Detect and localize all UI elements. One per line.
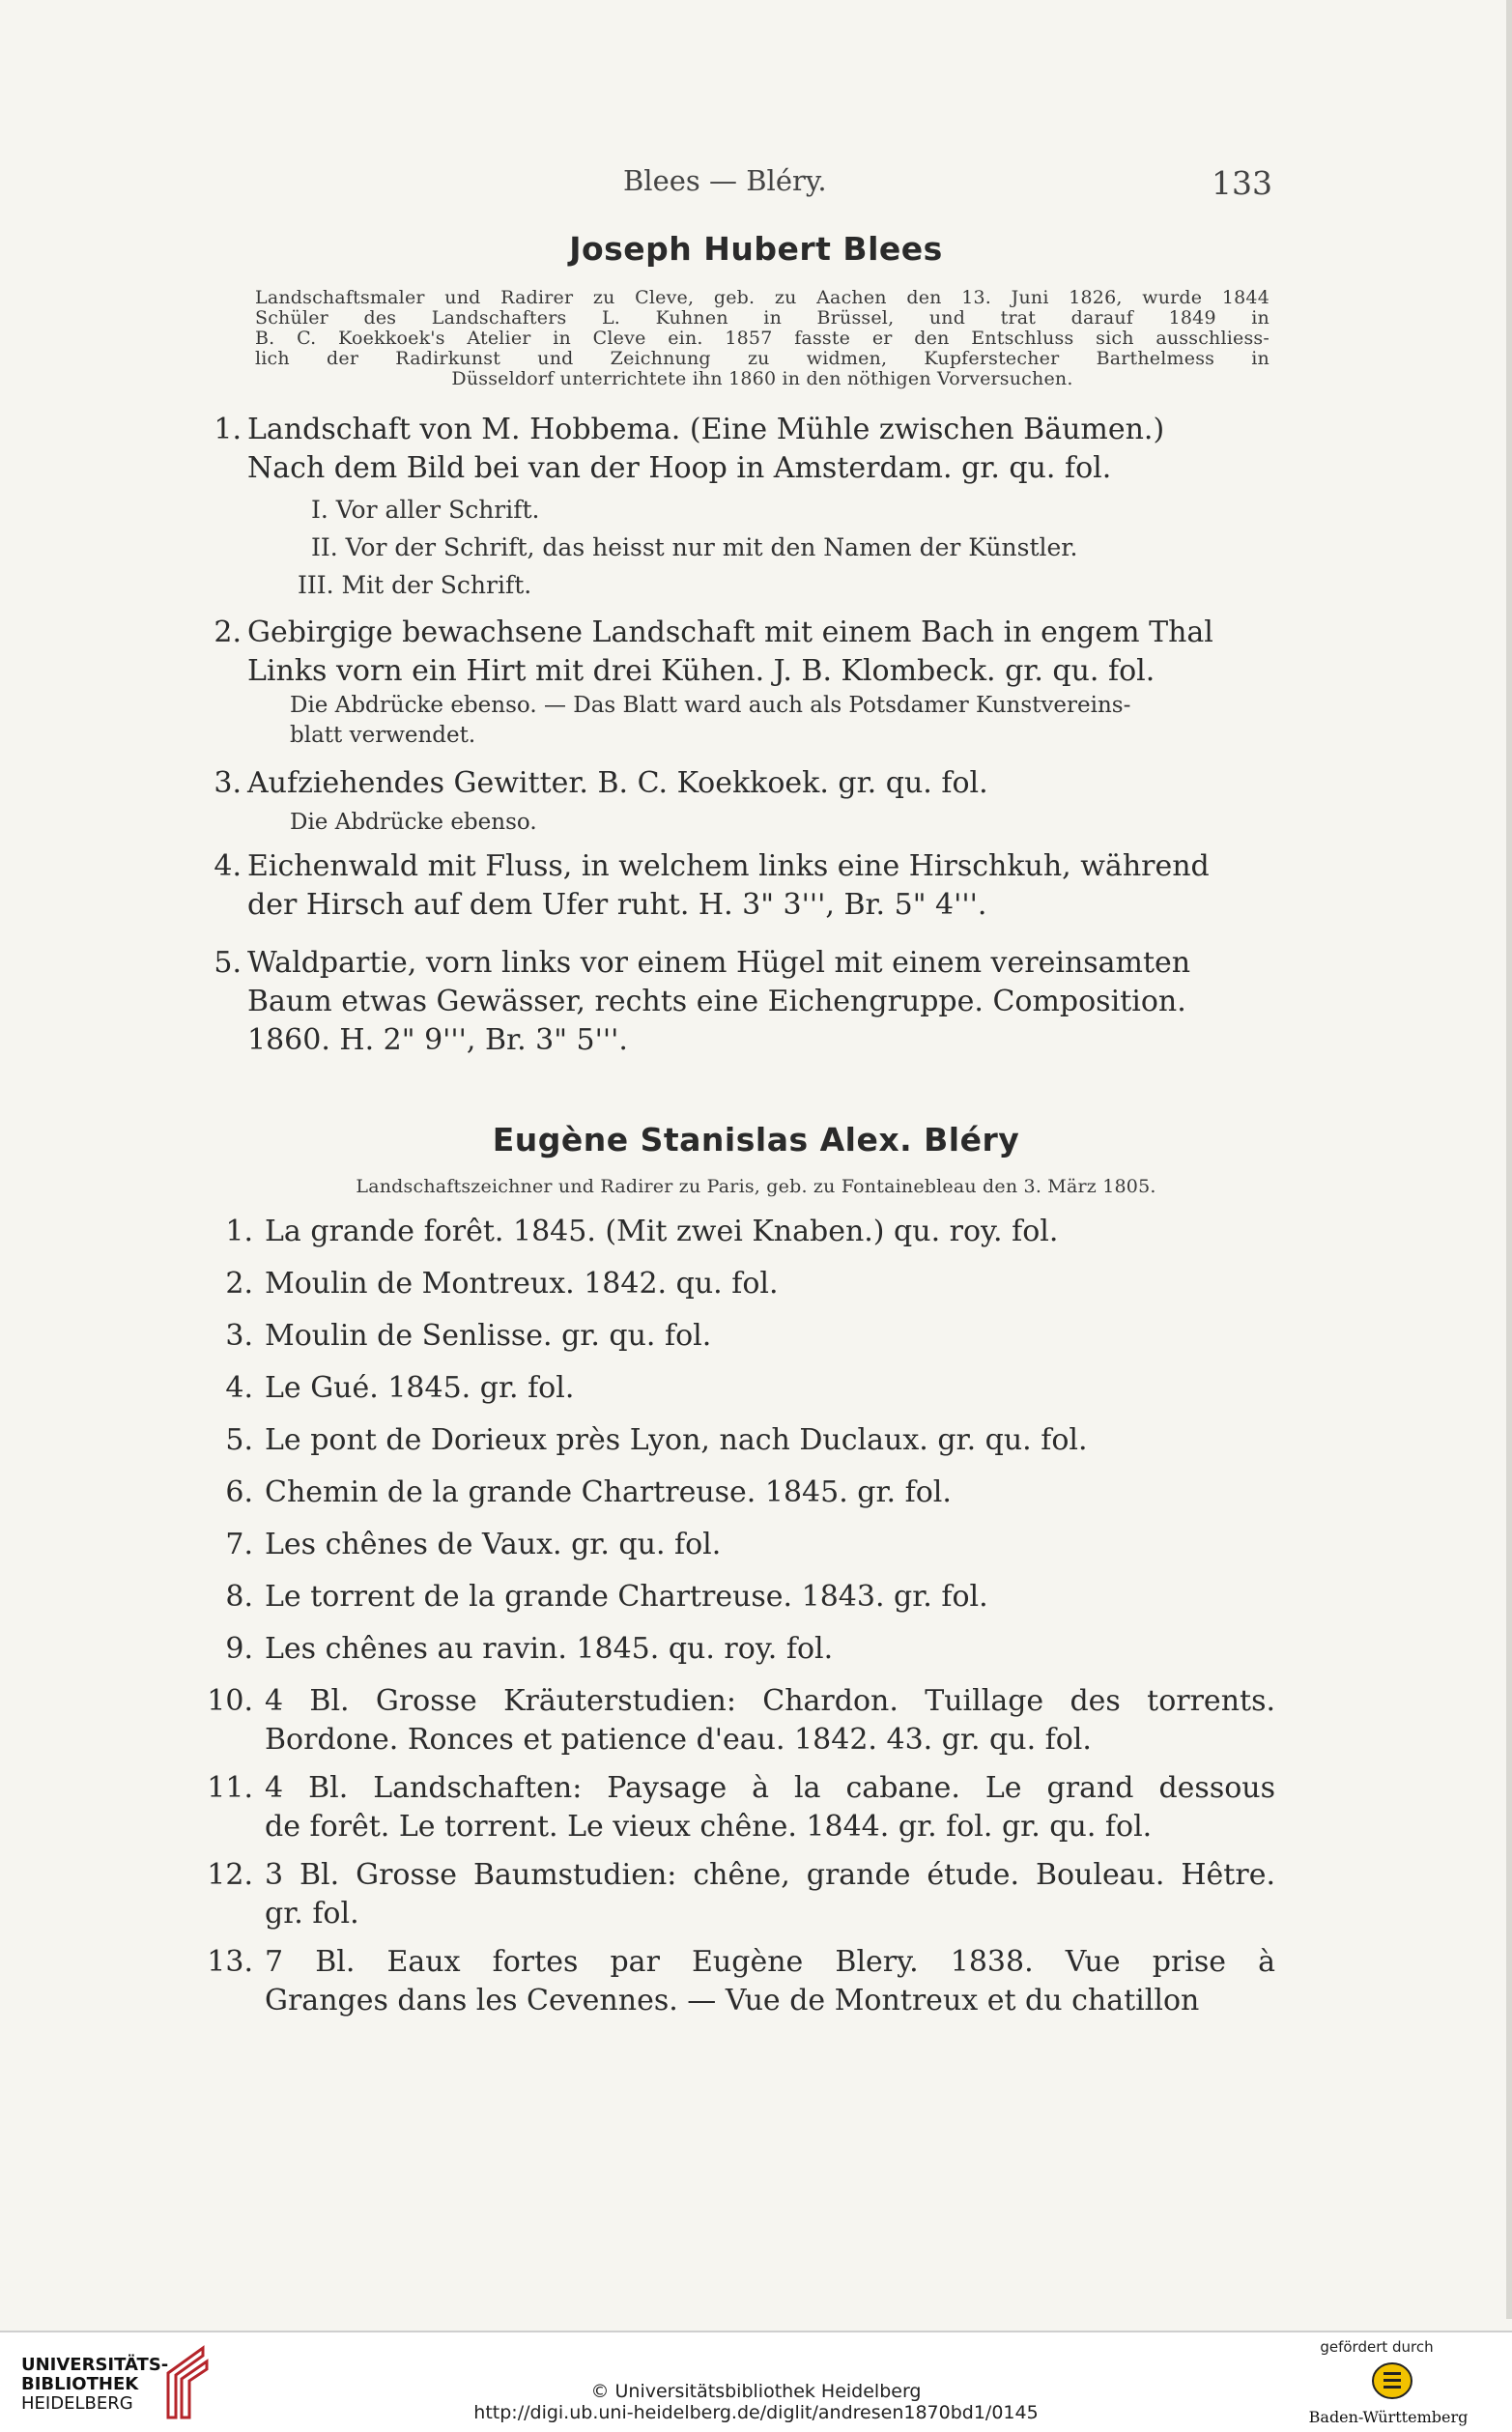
entry-line: Les chênes de Vaux. gr. qu. fol. (265, 1528, 722, 1561)
note-line: blatt verwendet. (290, 723, 476, 748)
entry-text (265, 1943, 1275, 2020)
entry-line: Le pont de Dorieux près Lyon, nach Duclaux. gr. qu. fol. (265, 1423, 1088, 1457)
entry-line: de forêt. Le torrent. Le vieux chêne. 1844. gr. fol. gr. qu. fol. (265, 1810, 1153, 1844)
entry-number: 3. (225, 1319, 253, 1353)
entry-number: 8. (225, 1580, 253, 1614)
entry-text (265, 1213, 1275, 1251)
page-edge (1506, 0, 1512, 2319)
entry-line: der Hirsch auf dem Ufer ruht. H. 3" 3''', Br. 5" 4'''. (247, 888, 987, 922)
bio-line: Düsseldorf unterrichtete ihn 1860 in den nöthigen Vorversuchen. (451, 368, 1073, 389)
bio-line: Landschaftsmaler und Radirer zu Cleve, geb. zu Aachen den 13. Juni 1826, wurde 1844 (255, 287, 1270, 308)
entry-text (265, 1630, 1275, 1669)
entry-note (290, 691, 1275, 751)
entry-text (247, 847, 1273, 925)
entry-text (265, 1474, 1275, 1512)
source-url-link[interactable]: http://digi.ub.uni-heidelberg.de/diglit/andresen1870bd1/0145 (473, 2402, 1039, 2423)
entry-number: 5. (214, 946, 242, 980)
artist-bio-blery: Landschaftszeichner und Radirer zu Paris, geb. zu Fontainebleau den 3. März 1805. (356, 1176, 1156, 1197)
library-line: BIBLIOTHEK (21, 2374, 139, 2394)
entry-number: 11. (207, 1771, 253, 1805)
state-line: I. Vor aller Schrift. (311, 496, 540, 524)
entry-text (265, 1369, 1275, 1408)
funder-name: Baden-Württemberg (1308, 2408, 1469, 2426)
entry-number: 2. (214, 615, 242, 649)
entry-number: 10. (207, 1684, 253, 1718)
entry-text (265, 1265, 1275, 1303)
state-line: III. Mit der Schrift. (298, 571, 532, 599)
entry-text (265, 1682, 1275, 1760)
entry-line: Landschaft von M. Hobbema. (Eine Mühle zwischen Bäumen.) (247, 413, 1165, 446)
entry-text (247, 764, 1273, 803)
entry-number: 4. (214, 849, 242, 883)
entry-line: Gebirgige bewachsene Landschaft mit einem Bach in engem Thal (247, 615, 1213, 649)
entry-line: Eichenwald mit Fluss, in welchem links eine Hirschkuh, während (247, 849, 1210, 883)
entry-number: 7. (225, 1528, 253, 1561)
entry-number: 13. (207, 1945, 253, 1979)
entry-number: 6. (225, 1475, 253, 1509)
entry-line: Aufziehendes Gewitter. B. C. Koekkoek. gr. qu. fol. (247, 766, 988, 800)
page-number: 133 (1212, 164, 1272, 202)
entry-line: Le torrent de la grande Chartreuse. 1843. gr. fol. (265, 1580, 988, 1614)
entry-line: Nach dem Bild bei van der Hoop in Amsterdam. gr. qu. fol. (247, 451, 1112, 485)
entry-text (247, 614, 1273, 691)
bio-line: Schüler des Landschafters L. Kuhnen in Brüssel, und trat darauf 1849 in (255, 307, 1270, 329)
funded-by-label: gefördert durch (1320, 2338, 1434, 2356)
copyright-text: © Universitätsbibliothek Heidelberg (590, 2381, 922, 2402)
entry-text (265, 1578, 1275, 1617)
entry-number: 12. (207, 1858, 253, 1892)
footer (0, 2332, 1512, 2432)
library-line: HEIDELBERG (21, 2393, 133, 2414)
entry-text (265, 1856, 1275, 1933)
entry-text (265, 1526, 1275, 1564)
header-title: Blees — Bléry. (623, 164, 827, 197)
entry-line: Links vorn ein Hirt mit drei Kühen. J. B. Klombeck. gr. qu. fol. (247, 654, 1155, 688)
entry-line: La grande forêt. 1845. (Mit zwei Knaben.) qu. roy. fol. (265, 1215, 1059, 1248)
entry-number: 2. (225, 1267, 253, 1301)
entry-line: 7 Bl. Eaux fortes par Eugène Blery. 1838. Vue prise à (265, 1945, 1275, 1979)
entry-number: 1. (225, 1215, 253, 1248)
entry-text (247, 411, 1273, 488)
entry-note: Die Abdrücke ebenso. (290, 810, 537, 835)
entry-number: 9. (225, 1632, 253, 1666)
bio-line: B. C. Koekkoek's Atelier in Cleve ein. 1857 fasste er den Entschluss sich ausschliess- (255, 328, 1270, 349)
entry-line: Les chênes au ravin. 1845. qu. roy. fol. (265, 1632, 834, 1666)
artist-name-blery: Eugène Stanislas Alex. Bléry (492, 1121, 1020, 1159)
entry-line: Le Gué. 1845. gr. fol. (265, 1371, 575, 1405)
artist-name-blees: Joseph Hubert Blees (569, 230, 943, 268)
entry-line: Bordone. Ronces et patience d'eau. 1842. 43. gr. qu. fol. (265, 1723, 1092, 1757)
entry-line: Waldpartie, vorn links vor einem Hügel mit einem vereinsamten (247, 946, 1191, 980)
bio-line: lich der Radirkunst und Zeichnung zu widmen, Kupferstecher Barthelmess in (255, 348, 1270, 369)
entry-line: Chemin de la grande Chartreuse. 1845. gr. fol. (265, 1475, 952, 1509)
entry-number: 3. (214, 766, 242, 800)
entry-line: Granges dans les Cevennes. — Vue de Montreux et du chatillon (265, 1984, 1200, 2017)
state-line: II. Vor der Schrift, das heisst nur mit den Namen der Künstler. (311, 533, 1078, 561)
entry-text (265, 1421, 1275, 1460)
entry-number: 1. (214, 413, 242, 446)
baden-wuerttemberg-seal-icon (1371, 2360, 1413, 2402)
entry-text (265, 1769, 1275, 1846)
note-line: Die Abdrücke ebenso. — Das Blatt ward auch als Potsdamer Kunstvereins- (290, 693, 1131, 718)
entry-line: 1860. H. 2" 9''', Br. 3" 5'''. (247, 1023, 628, 1057)
running-header (0, 164, 1512, 203)
library-line: UNIVERSITÄTS- (21, 2355, 169, 2375)
entry-text (247, 944, 1273, 1060)
entry-line: 4 Bl. Landschaften: Paysage à la cabane. Le grand dessous (265, 1771, 1275, 1805)
entry-line: gr. fol. (265, 1897, 359, 1931)
entry-line: Moulin de Senlisse. gr. qu. fol. (265, 1319, 712, 1353)
entry-line: Moulin de Montreux. 1842. qu. fol. (265, 1267, 779, 1301)
entry-text (265, 1317, 1275, 1356)
entry-number: 5. (225, 1423, 253, 1457)
entry-line: 3 Bl. Grosse Baumstudien: chêne, grande étude. Bouleau. Hêtre. (265, 1858, 1275, 1892)
artist-bio-blees (255, 288, 1270, 389)
entry-number: 4. (225, 1371, 253, 1405)
entry-line: 4 Bl. Grosse Kräuterstudien: Chardon. Tuillage des torrents. (265, 1684, 1275, 1718)
entry-line: Baum etwas Gewässer, rechts eine Eichengruppe. Composition. (247, 985, 1186, 1018)
